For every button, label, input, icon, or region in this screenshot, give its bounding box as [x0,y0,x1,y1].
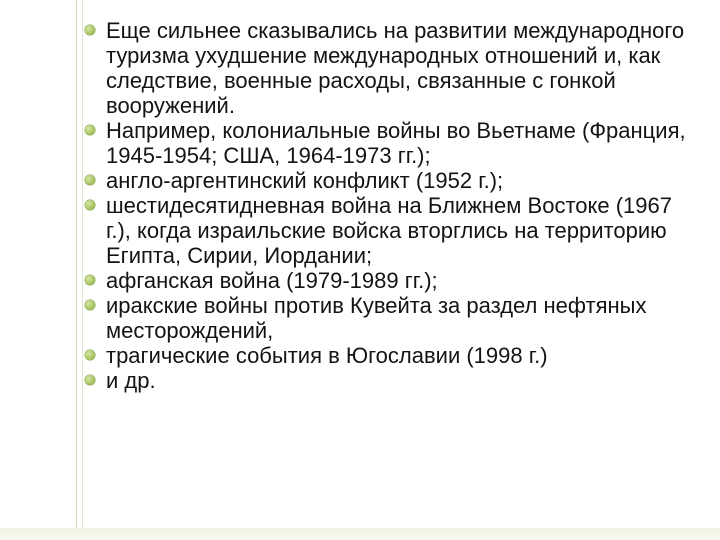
bullet-text: иракские войны против Кувейта за раздел нефтяных месторождений, [106,293,647,343]
decorative-vertical-line [76,0,77,540]
bullet-text: Еще сильнее сказывались на развитии международного туризма ухудшение международных отношений и, как следствие, военные расходы, связанные с гонкой вооружений. [106,18,685,118]
bullet-icon [85,275,95,285]
decorative-bottom-band [0,528,720,540]
bullet-icon [85,300,95,310]
bullet-item [84,168,696,193]
bullet-item [84,343,696,368]
bullet-item [84,18,696,118]
bullet-item [84,268,696,293]
bullet-icon [85,200,95,210]
bullet-text: англо-аргентинский конфликт (1952 г.); [106,168,504,193]
bullet-text: шестидесятидневная война на Ближнем Востоке (1967 г.), когда израильские войска вторглись на территорию Египта, Сирии, Иордании; [106,193,672,268]
bullet-item [84,368,696,393]
decorative-vertical-line-inner [82,0,83,540]
bullet-icon [85,125,95,135]
bullet-text: трагические события в Югославии (1998 г.) [106,343,548,368]
bullet-text: афганская война (1979-1989 гг.); [106,268,438,293]
bullet-item [84,293,696,343]
bullet-item [84,118,696,168]
slide-content [84,18,696,393]
bullet-icon [85,375,95,385]
bullet-text: и др. [106,368,156,393]
bullet-list [84,18,696,393]
bullet-item [84,193,696,268]
bullet-icon [85,25,95,35]
bullet-icon [85,175,95,185]
bullet-text: Например, колониальные войны во Вьетнаме (Франция, 1945-1954; США, 1964-1973 гг.); [106,118,686,168]
bullet-icon [85,350,95,360]
